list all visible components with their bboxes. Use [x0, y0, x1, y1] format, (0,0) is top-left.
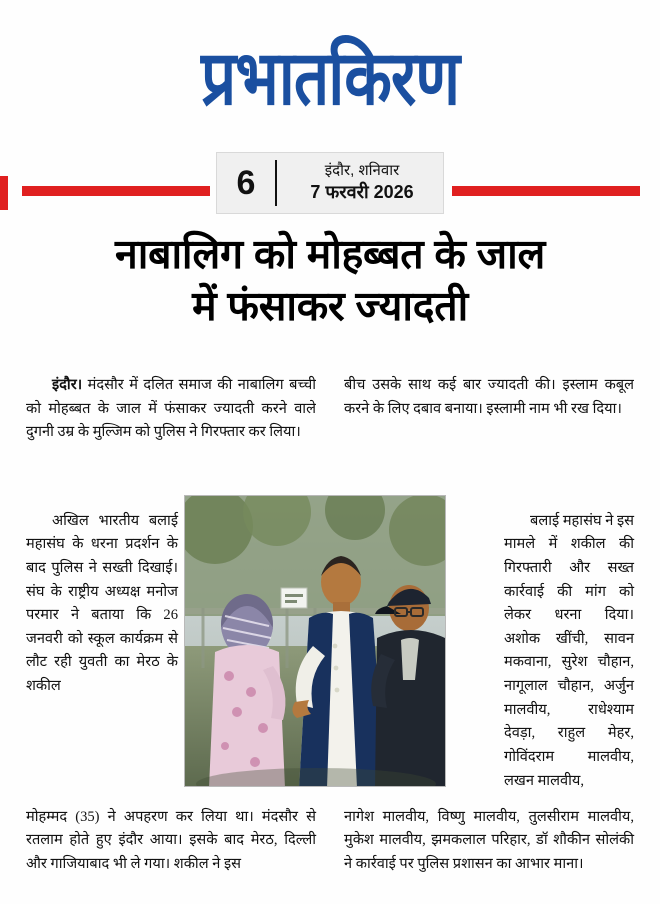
masthead — [0, 37, 660, 122]
column-left-beside-photo — [26, 495, 178, 713]
paragraph-two: अखिल भारतीय बलाई महासंघ के धरना प्रदर्शन के बाद पुलिस ने सख्ती दिखाई। संघ के राष्ट्रीय अध्यक्ष मनोज परमार ने बताया कि 26 जनवरी को स्कूल कार्यक्रम से लौट रही युवती का मेरठ के शकील — [26, 512, 178, 695]
edition-place: इंदौर, शनिवार — [324, 162, 400, 180]
column-left-bottom — [26, 791, 316, 891]
masthead-title: प्रभातकिरण — [200, 37, 460, 122]
page-title — [26, 228, 634, 333]
paragraph-three: बीच उसके साथ कई बार ज्यादती की। इस्लाम कबूल करने के लिए दबाव बनाया। इस्लामी नाम भी रख दिया। — [344, 377, 634, 417]
page-edge-marker — [0, 176, 8, 210]
paragraph-four-cont: नागेश मालवीय, विष्णु मालवीय, तुलसीराम मालवीय, मुकेश मालवीय, झमकलाल परिहार, डॉ शौकीन सोलंकी ने कार्रवाई पर पुलिस प्रशासन का आभार माना। — [344, 808, 634, 872]
date-page-box — [216, 152, 444, 214]
paragraph-two-cont: मोहम्मद (35) ने अपहरण कर लिया था। मंदसौर से रतलाम होते हुए इंदौर आया। इसके बाद मेरठ, दिल्ली और गाजियाबाद भी ले गया। शकील ने इस — [26, 808, 316, 872]
column-right-bottom — [344, 791, 634, 891]
article-photo — [184, 495, 446, 787]
column-left-top — [26, 374, 316, 492]
edition-date: 7 फरवरी 2026 — [310, 182, 414, 203]
headline-line-2: में फंसाकर ज्यादती — [192, 283, 468, 330]
rule-left — [22, 186, 210, 196]
column-right-beside-photo — [504, 495, 634, 808]
headline-line-1: नाबालिग को मोहब्बत के जाल — [115, 231, 545, 277]
column-right-top — [344, 374, 634, 492]
paragraph-lead-text: मंदसौर में दलित समाज की नाबालिग बच्ची को मोहब्बत के जाल में फंसाकर ज्यादती करने वाले दुगनी उम्र के मुल्जिम को पुलिस ने गिरफ्तार कर लिया। — [26, 377, 316, 441]
date-lines — [277, 161, 443, 205]
paragraph-four: बलाई महासंघ ने इस मामले में शकील की गिरफ्तारी और सख्त कार्रवाई की मांग को लेकर धरना दिया। अशोक खींची, सावन मकवाना, सुरेश चौहान, नागूलाल चौहान, अर्जुन मालवीय, राधेश्याम देवड़ा, राहुल मेहर, गोविंदराम मालवीय, लखन मालवीय, — [504, 512, 634, 789]
dateline: इंदौर। — [52, 377, 83, 393]
paragraph-lead — [26, 374, 316, 445]
rule-right — [452, 186, 640, 196]
page-number: 6 — [236, 164, 256, 202]
photo-graphic — [185, 496, 446, 787]
